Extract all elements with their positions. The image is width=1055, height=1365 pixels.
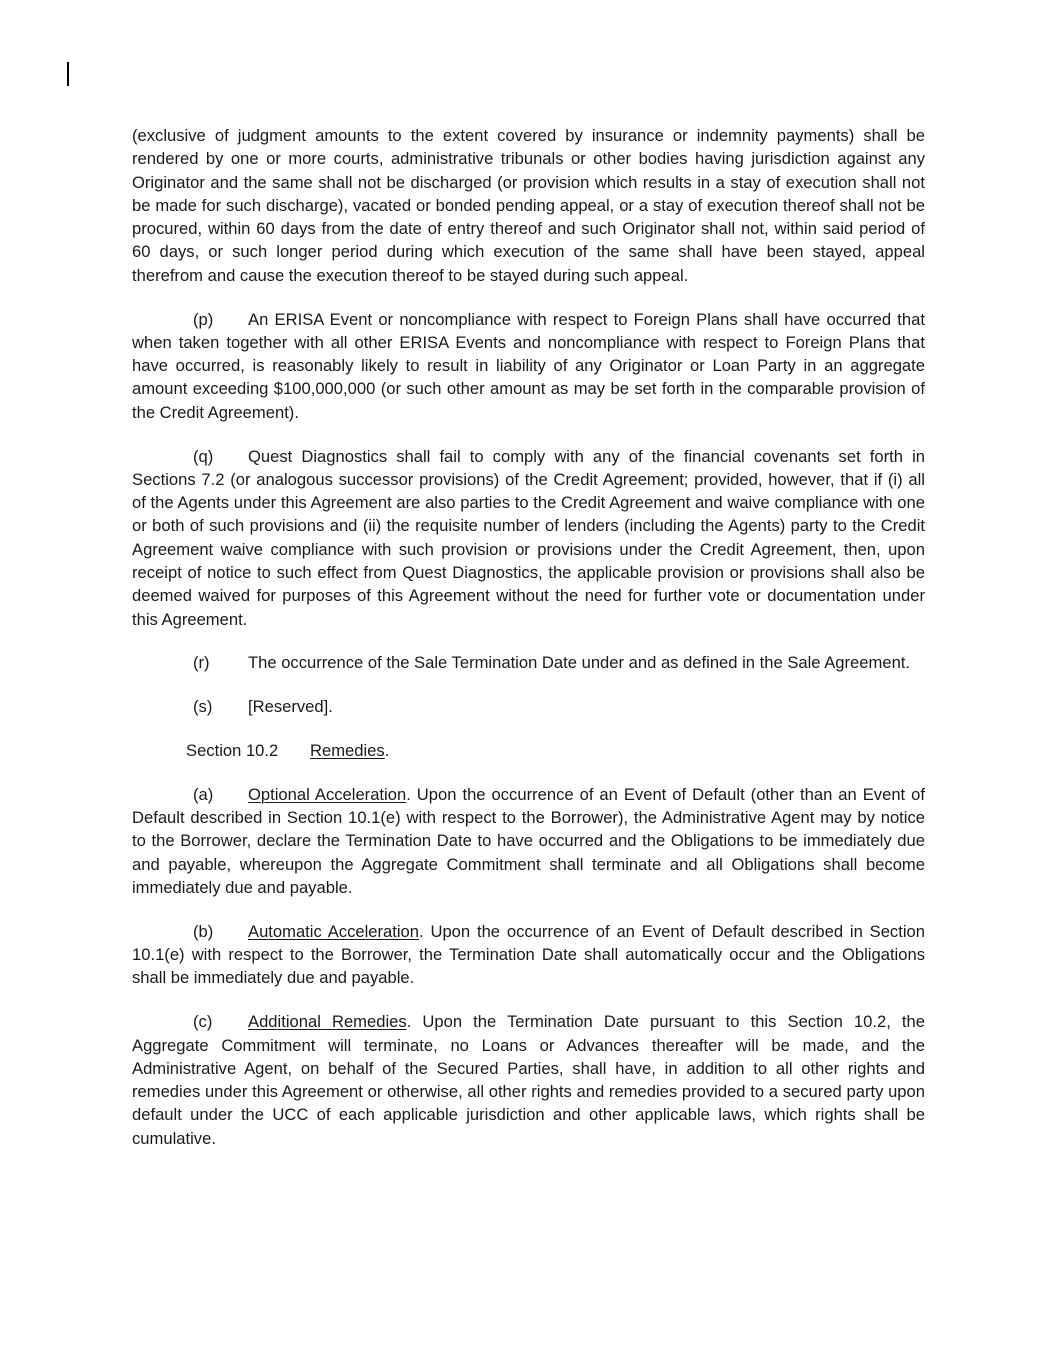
section-heading xyxy=(132,739,925,762)
section-number: Section 10.2 xyxy=(186,741,279,761)
remedy-heading: Additional Remedies xyxy=(248,1012,407,1032)
clause-s xyxy=(132,695,925,718)
clause-text: The occurrence of the Sale Termination Date under and as defined in the Sale Agreement. xyxy=(248,653,911,673)
remedy-label: (b) xyxy=(193,921,214,941)
text-cursor xyxy=(67,62,69,86)
clause-q xyxy=(132,445,925,631)
remedy-c xyxy=(132,1010,925,1150)
remedy-heading: Optional Acceleration xyxy=(248,784,407,804)
remedy-label: (a) xyxy=(193,784,214,804)
section-title: Remedies xyxy=(310,741,385,761)
section-title-suffix: . xyxy=(384,741,390,761)
remedy-text: . Upon the occurrence of an Event of Default described in Section 10.1(e) with respect to the Borrower, the Termination Date shall automatically occur and the Obligations shall be immediately due and payable. xyxy=(132,921,925,988)
remedy-heading: Automatic Acceleration xyxy=(248,921,420,941)
clause-p xyxy=(132,308,925,424)
clause-text: An ERISA Event or noncompliance with respect to Foreign Plans shall have occurred that when taken together with all other ERISA Events and noncompliance with respect to Foreign Plans that have occurred, is reasonably likely to result in liability of any Originator or Loan Party in an aggregate amount exceeding $100,000,000 (or such other amount as may be set forth in the comparable provision of the Credit Agreement). xyxy=(132,309,925,422)
clause-text: Quest Diagnostics shall fail to comply with any of the financial covenants set forth in Sections 7.2 (or analogous successor provisions) of the Credit Agreement; provided, however, that if (i) all of the Agents under this Agreement are also parties to the Credit Agreement and waive compliance with one or both of such provisions and (ii) the requisite number of lenders (including the Agents) party to the Credit Agreement waive compliance with such provision or provisions under the Credit Agreement, then, upon receipt of notice to such effect from Quest Diagnostics, the applicable provision or provisions shall also be deemed waived for purposes of this Agreement without the need for further vote or documentation under this Agreement. xyxy=(132,446,925,629)
clause-label: (s) xyxy=(193,697,213,717)
clause-text: [Reserved]. xyxy=(248,697,333,717)
clause-r xyxy=(132,651,925,674)
clause-label: (q) xyxy=(193,446,214,466)
clause-label: (p) xyxy=(193,309,214,329)
remedy-a xyxy=(132,783,925,899)
clause-label: (r) xyxy=(193,653,210,673)
remedy-text: . Upon the occurrence of an Event of Default (other than an Event of Default described in Section 10.1(e) with respect to the Borrower), the Administrative Agent may by notice to the Borrower, declare the Termination Date to have occurred and the Obligations to be immediately due and payable, whereupon the Aggregate Commitment shall terminate and all Obligations shall become immediately due and payable. xyxy=(132,784,925,898)
remedy-label: (c) xyxy=(193,1012,213,1032)
document-page xyxy=(132,124,925,1170)
remedy-b xyxy=(132,920,925,990)
continuation-paragraph: (exclusive of judgment amounts to the extent covered by insurance or indemnity payments) shall be rendered by one or more courts, administrative tribunals or other bodies having jurisdiction against any Originator and the same shall not be discharged (or provision which results in a stay of execution shall not be made for such discharge), vacated or bonded pending appeal, or a stay of execution thereof shall not be procured, within 60 days from the date of entry thereof and such Originator shall not, within said period of 60 days, or such longer period during which execution of the same shall have been stayed, appeal therefrom and cause the execution thereof to be stayed during such appeal. xyxy=(132,126,925,285)
remedy-text: . Upon the Termination Date pursuant to this Section 10.2, the Aggregate Commitment will terminate, no Loans or Advances thereafter will be made, and the Administrative Agent, on behalf of the Secured Parties, shall have, in addition to all other rights and remedies under this Agreement or otherwise, all other rights and remedies provided to a secured party upon default under the UCC of each applicable jurisdiction and other applicable laws, which rights shall be cumulative. xyxy=(132,1012,925,1148)
